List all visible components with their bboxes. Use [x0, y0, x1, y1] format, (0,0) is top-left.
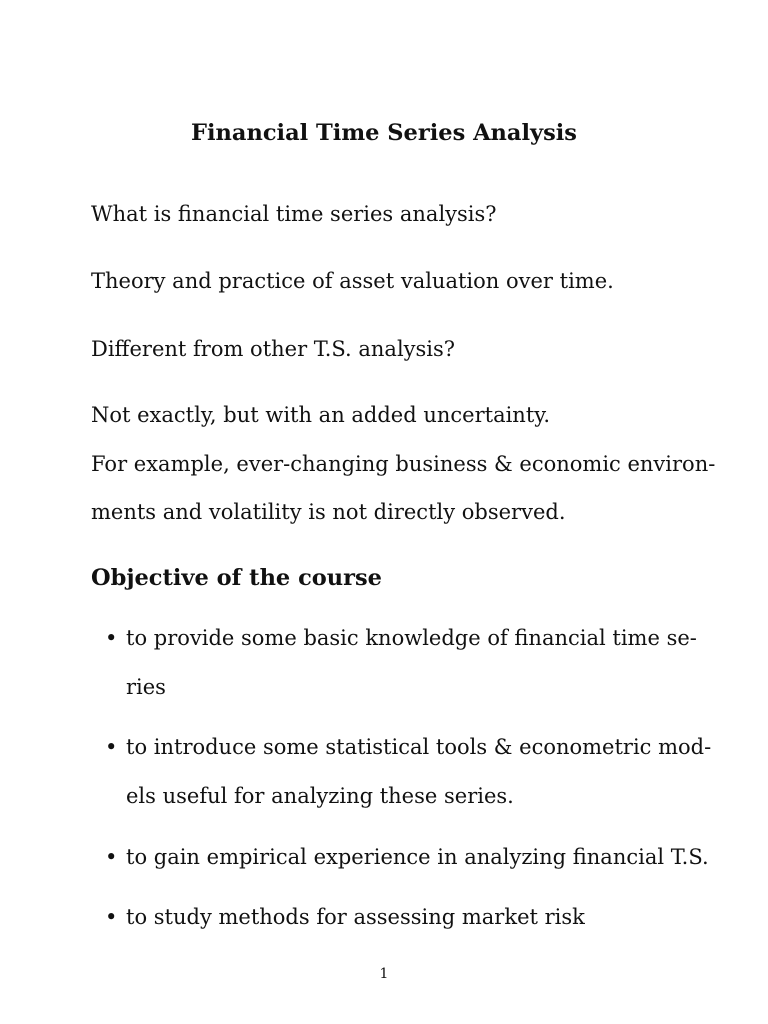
paragraph-question-what: What is financial time series analysis?: [91, 202, 497, 226]
bullet-marker: •: [105, 626, 118, 650]
document-title: Financial Time Series Analysis: [191, 120, 577, 146]
paragraph-answer-not-exactly: Not exactly, but with an added uncertainty.: [91, 403, 551, 427]
bullet-text-line1: to gain empirical experience in analyzing financial T.S.: [126, 845, 709, 869]
bullet-text-line1: to study methods for assessing market risk: [126, 905, 585, 929]
bullet-marker: •: [105, 735, 118, 759]
bullet-marker: •: [105, 845, 118, 869]
bullet-text-line2: ries: [126, 675, 166, 699]
paragraph-example-line1: For example, ever-changing business & economic environ-: [91, 452, 716, 476]
page-number: 1: [379, 966, 389, 982]
paragraph-question-different: Different from other T.S. analysis?: [91, 337, 456, 361]
bullet-text-line1: to provide some basic knowledge of financial time se-: [126, 626, 697, 650]
paragraph-example-line2: ments and volatility is not directly observed.: [91, 500, 566, 524]
bullet-text-line2: els useful for analyzing these series.: [126, 784, 514, 808]
bullet-marker: •: [105, 905, 118, 929]
bullet-text-line1: to introduce some statistical tools & econometric mod-: [126, 735, 712, 759]
section-heading-objective: Objective of the course: [91, 565, 382, 591]
paragraph-answer-theory: Theory and practice of asset valuation over time.: [91, 269, 614, 293]
